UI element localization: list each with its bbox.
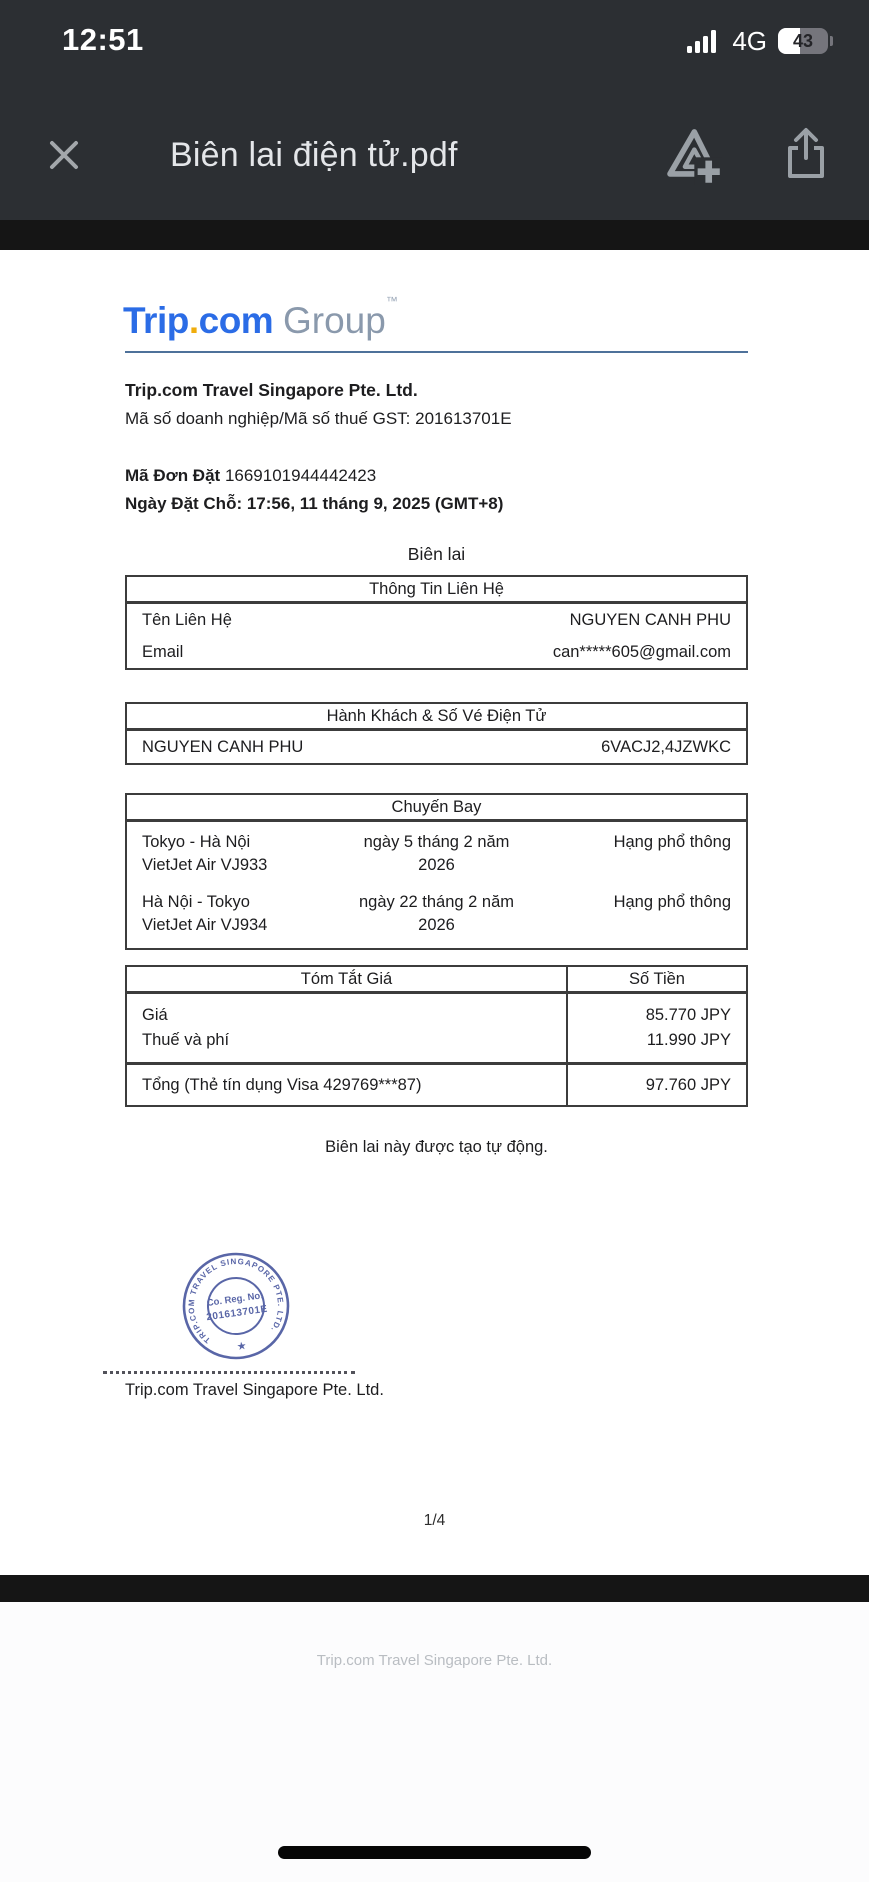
battery-percent: 43 xyxy=(792,30,814,51)
receipt-title: Biên lai xyxy=(407,544,466,564)
booking-date-line: Ngày Đặt Chỗ: 17:56, 11 tháng 9, 2025 (GMT+8) xyxy=(125,494,504,513)
table-row xyxy=(127,604,746,636)
battery-nub xyxy=(830,36,833,46)
signal-icon xyxy=(687,29,721,53)
logo-dot: . xyxy=(188,300,199,341)
pdf-page-2 xyxy=(0,1602,869,1882)
logo-divider xyxy=(125,351,748,353)
stamp-reg-label: Co. Reg. No: xyxy=(206,1290,265,1309)
table-row xyxy=(127,822,746,882)
price-summary-header: Tóm Tắt Giá xyxy=(300,970,393,988)
booking-id-label: Mã Đơn Đặt xyxy=(125,466,221,485)
flight-route: Hà Nội - Tokyo xyxy=(142,893,250,911)
page-gap-bottom xyxy=(0,1575,869,1602)
price-summary-table xyxy=(125,965,748,1107)
clock: 12:51 xyxy=(62,22,144,57)
price-label: Thuế và phí xyxy=(142,1031,230,1049)
total-amount: 97.760 JPY xyxy=(566,1065,746,1105)
passenger-name: NGUYEN CANH PHU xyxy=(142,737,304,756)
flight-date: ngày 5 tháng 2 năm 2026 xyxy=(363,833,510,874)
price-table-body xyxy=(127,994,746,1062)
contact-email-label: Email xyxy=(142,642,184,661)
contact-table-header: Thông Tin Liên Hệ xyxy=(127,577,746,604)
home-indicator[interactable] xyxy=(278,1846,591,1859)
tax-id-line: Mã số doanh nghiệp/Mã số thuế GST: 201613701E xyxy=(125,409,512,428)
flight-number: VietJet Air VJ934 xyxy=(142,916,268,934)
flight-route-cell xyxy=(142,831,357,877)
status-bar xyxy=(0,0,869,90)
passenger-table xyxy=(125,702,748,765)
signature-dashed-line xyxy=(103,1371,355,1374)
cabin-class: Hạng phổ thông xyxy=(613,893,731,911)
price-amount: 85.770 JPY xyxy=(645,1006,731,1024)
eticket-number: 6VACJ2,4JZWKC xyxy=(601,737,731,756)
stamp-star: ★ xyxy=(235,1339,248,1354)
company-name: Trip.com Travel Singapore Pte. Ltd. xyxy=(125,380,418,400)
contact-email-value: can*****605@gmail.com xyxy=(552,642,731,661)
logo-trip: Trip xyxy=(123,300,189,341)
flights-table xyxy=(125,793,748,950)
close-icon[interactable] xyxy=(42,133,86,177)
amount-header: Số Tiền xyxy=(566,967,746,991)
price-label: Giá xyxy=(142,1006,168,1024)
flight-route-cell xyxy=(142,891,357,937)
price-total-row xyxy=(127,1062,746,1105)
pdf-viewer-toolbar xyxy=(0,90,869,220)
stamp-reg-number: 201613701E xyxy=(205,1303,269,1324)
page-indicator: 1/4 xyxy=(423,1512,446,1529)
contact-name-label: Tên Liên Hệ xyxy=(142,610,232,629)
flight-number: VietJet Air VJ933 xyxy=(142,856,268,874)
contact-name-value: NGUYEN CANH PHU xyxy=(569,610,731,629)
flight-route: Tokyo - Hà Nội xyxy=(142,833,251,851)
document-title: Biên lai điện tử.pdf xyxy=(170,135,458,174)
logo-com: com xyxy=(198,300,274,341)
page2-footer-text: Trip.com Travel Singapore Pte. Ltd. xyxy=(316,1652,553,1669)
logo-trademark: ™ xyxy=(385,294,398,308)
stamp-ring-text: TRIP.COM TRAVEL SINGAPORE PTE. LTD. xyxy=(186,1256,286,1345)
price-amounts-column xyxy=(566,994,746,1062)
page-gap-top xyxy=(0,220,869,250)
tripcom-group-logo xyxy=(123,294,397,342)
signature-company-name: Trip.com Travel Singapore Pte. Ltd. xyxy=(125,1381,384,1399)
pdf-page-1 xyxy=(0,250,869,1575)
add-to-drive-icon[interactable] xyxy=(660,123,722,185)
flight-date: ngày 22 tháng 2 năm 2026 xyxy=(358,893,515,934)
total-label: Tổng (Thẻ tín dụng Visa 429769***87) xyxy=(142,1075,422,1094)
flights-table-header: Chuyến Bay xyxy=(127,795,746,822)
network-type-label: 4G xyxy=(732,25,767,56)
passenger-table-header: Hành Khách & Số Vé Điện Tử xyxy=(127,704,746,731)
table-row xyxy=(127,636,746,668)
battery-icon xyxy=(778,28,828,54)
table-row xyxy=(127,882,746,948)
table-row xyxy=(127,731,746,763)
auto-generated-note: Biên lai này được tạo tự động. xyxy=(325,1138,548,1156)
booking-id-line xyxy=(125,466,376,486)
cabin-class: Hạng phổ thông xyxy=(613,833,731,851)
price-amount: 11.990 JPY xyxy=(646,1031,731,1049)
status-icons xyxy=(687,0,833,82)
contact-info-table xyxy=(125,575,748,670)
price-table-header-row xyxy=(127,967,746,994)
company-stamp xyxy=(173,1243,299,1369)
logo-group: Group xyxy=(282,300,386,341)
share-icon[interactable] xyxy=(778,124,834,184)
price-labels-column xyxy=(127,994,566,1062)
booking-id-value: 1669101944442423 xyxy=(224,466,377,485)
